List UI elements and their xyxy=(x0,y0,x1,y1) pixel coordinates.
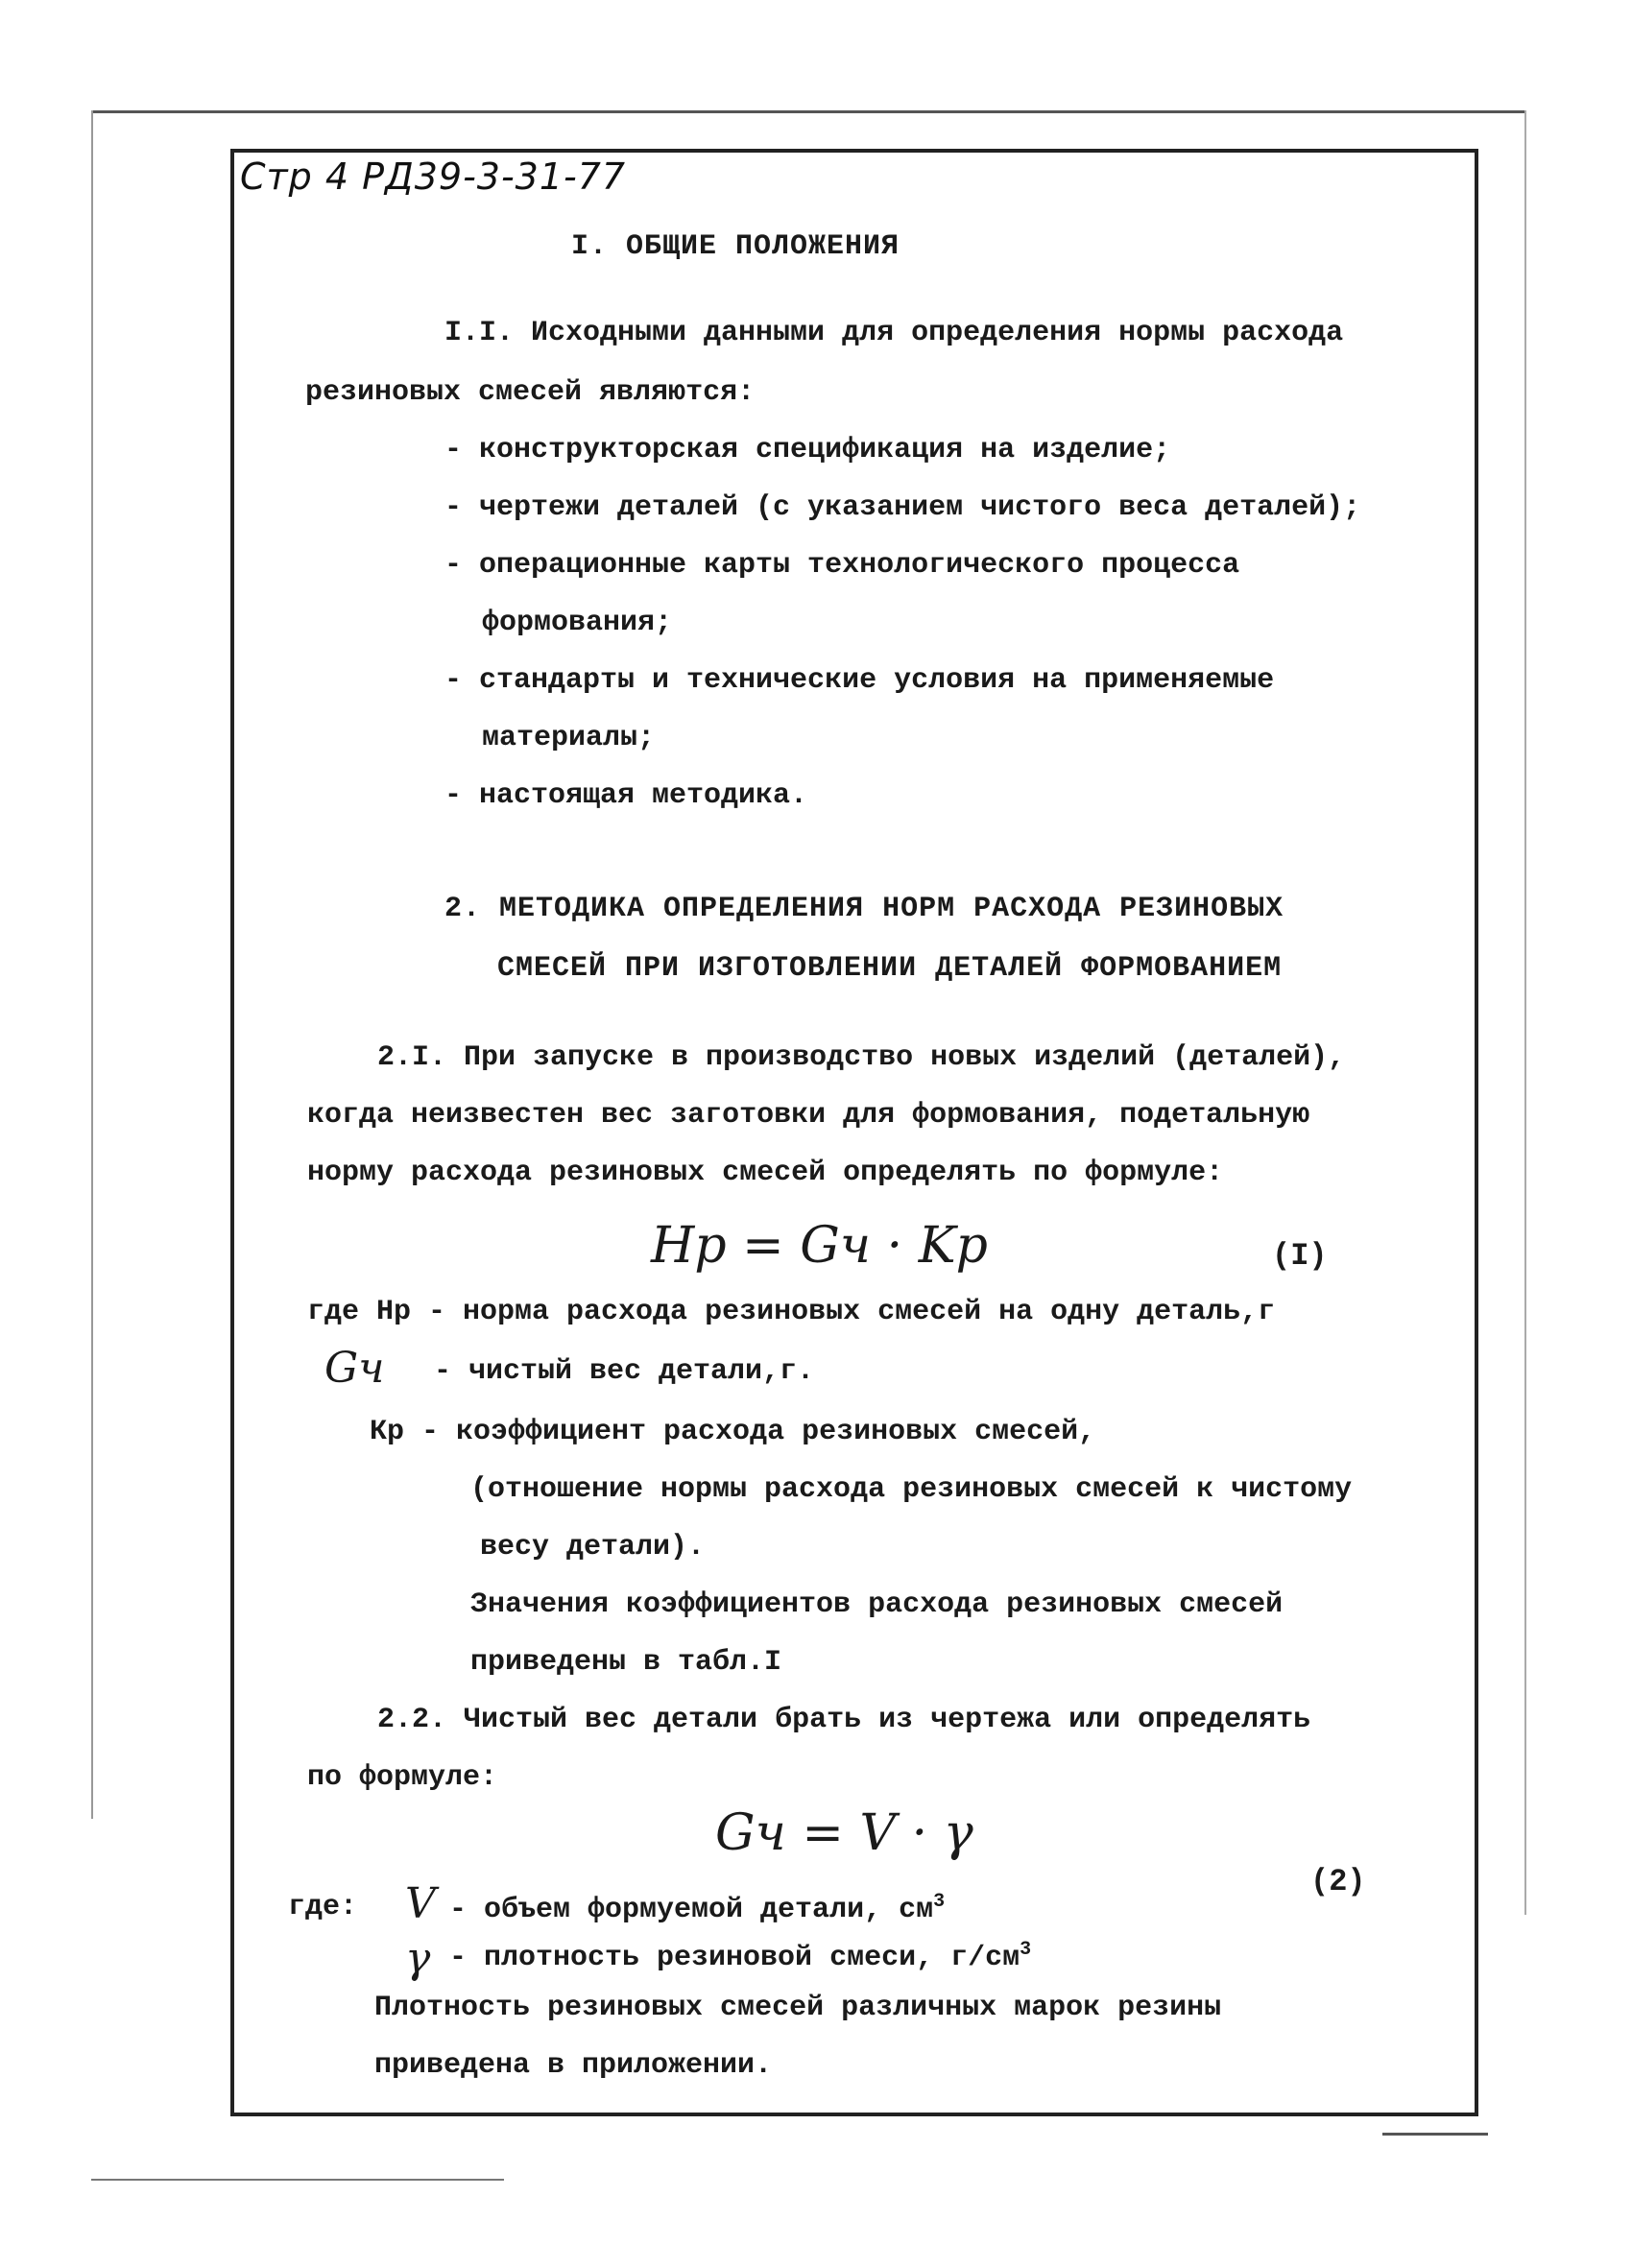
kp-note-line1: (отношение нормы расхода резиновых смесей к чистому xyxy=(470,1473,1353,1506)
p11-line1: I.I. Исходными данными для определения нормы расхода xyxy=(444,317,1344,349)
coef-line1: Значения коэффициентов расхода резиновых смесей xyxy=(470,1588,1284,1621)
scan-edge-left xyxy=(91,110,93,1819)
scan-edge-bottom-right xyxy=(1382,2133,1488,2136)
scan-edge-right xyxy=(1524,110,1526,1915)
gch-definition: - чистый вес детали,г. xyxy=(434,1355,815,1388)
coef-line2: приведены в табл.I xyxy=(470,1646,782,1679)
kp-note-line2: весу детали). xyxy=(480,1531,706,1564)
gch-symbol: Gч xyxy=(324,1344,385,1393)
v-symbol: V xyxy=(405,1879,436,1928)
gamma-symbol: γ xyxy=(405,1934,431,1983)
section-2-title-line1: 2. МЕТОДИКА ОПРЕДЕЛЕНИЯ НОРМ РАСХОДА РЕЗИНОВЫХ xyxy=(444,893,1284,925)
p21-line2: когда неизвестен вес заготовки для формования, подетальную xyxy=(307,1099,1310,1132)
where-prefix: где: xyxy=(288,1891,358,1923)
list-item-4-cont: материалы; xyxy=(482,722,656,754)
list-item-2: - чертежи деталей (с указанием чистого веса деталей); xyxy=(444,491,1361,524)
density-line1: Плотность резиновых смесей различных марок резины xyxy=(374,1992,1222,2024)
gamma-definition-text: - плотность резиновой смеси, г/см xyxy=(449,1942,1020,1974)
p21-line3: норму расхода резиновых смесей определять по формуле: xyxy=(307,1157,1224,1189)
density-line2: приведена в приложении. xyxy=(374,2049,773,2082)
p21-line1: 2.I. При запуске в производство новых изделий (деталей), xyxy=(377,1041,1346,1074)
section-2-title-line2: СМЕСЕЙ ПРИ ИЗГОТОВЛЕНИИ ДЕТАЛЕЙ ФОРМОВАНИЕМ xyxy=(497,952,1283,985)
p22-line1: 2.2. Чистый вес детали брать из чертежа или определять xyxy=(377,1704,1311,1736)
formula-2-number: (2) xyxy=(1310,1864,1366,1899)
list-item-5: - настоящая методика. xyxy=(444,779,808,812)
gamma-definition xyxy=(449,1939,1031,1974)
list-item-4: - стандарты и технические условия на применяемые xyxy=(444,664,1275,697)
v-unit-exponent: 3 xyxy=(933,1891,946,1913)
list-item-1: - конструкторская спецификация на изделие; xyxy=(444,434,1171,466)
formula-2: Gч = V · γ xyxy=(715,1804,973,1862)
document-number: Стр 4 РД39-3-31-77 xyxy=(240,155,627,198)
v-definition-text: - объем формуемой детали, см xyxy=(449,1894,934,1926)
gamma-unit-exponent: 3 xyxy=(1020,1939,1032,1961)
where-hp-line: где Нр - норма расхода резиновых смесей на одну деталь,г xyxy=(307,1296,1276,1328)
list-item-3: - операционные карты технологического процесса xyxy=(444,549,1240,582)
scan-edge-bottom xyxy=(91,2179,504,2181)
formula-1-number: (I) xyxy=(1272,1238,1328,1274)
section-1-title: I. ОБЩИЕ ПОЛОЖЕНИЯ xyxy=(571,230,900,263)
kp-definition: Кр - коэффициент расхода резиновых смесей, xyxy=(370,1416,1096,1448)
p11-line2: резиновых смесей являются: xyxy=(305,376,756,409)
scan-edge-top xyxy=(91,110,1526,113)
list-item-3-cont: формования; xyxy=(482,607,673,639)
p22-line2: по формуле: xyxy=(307,1761,498,1794)
v-definition xyxy=(449,1891,945,1926)
formula-1: Hp = Gч · Kp xyxy=(651,1217,988,1275)
